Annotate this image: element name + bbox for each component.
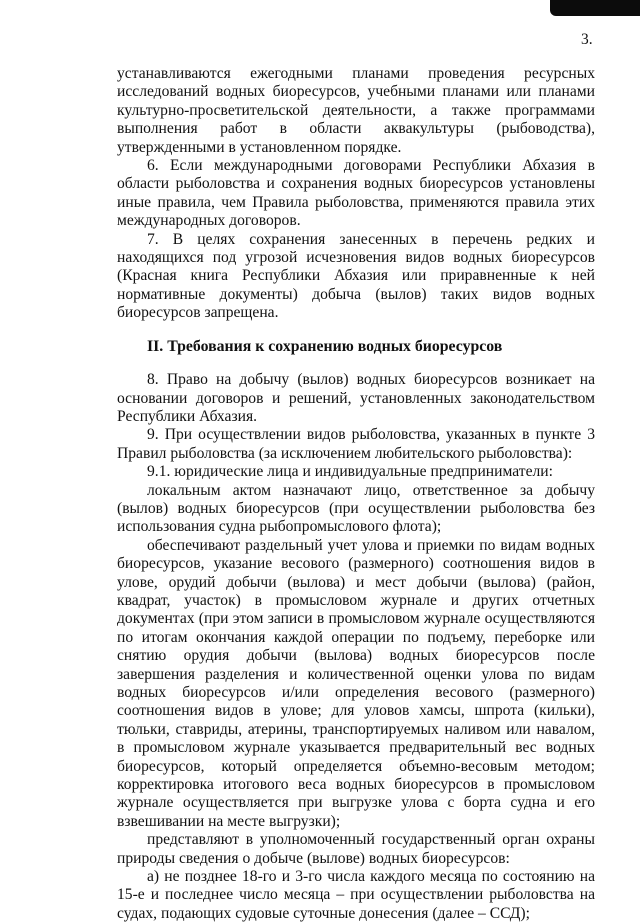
paragraph-9-1-reporting-a: а) не позднее 18-го и 3-го числа каждого месяца по состоянию на 15-е и последнее число месяца – при осуществлении рыболовства на судах, подающих судовые суточные донесения (далее – ССД);: [117, 868, 595, 922]
paragraph-9-1-reporting: представляют в уполномоченный государственный орган охраны природы сведения о добыче (вылове) водных биоресурсов:: [117, 831, 595, 867]
paragraph-continuation: устанавливаются ежегодными планами проведения ресурсных исследований водных биоресурсов, учебными планами или планами культурно-просветительской деятельности, а также программами выполнения работ в области аквакультуры (рыбоводства), утвержденными в установленном порядке.: [117, 65, 595, 156]
document-body: [117, 65, 595, 923]
page-corner-mark: [550, 0, 640, 16]
paragraph-9-1-catch-accounting: обеспечивают раздельный учет улова и приемки по видам водных биоресурсов, указание весового (размерного) соотношения видов в улове, орудий добычи (вылова) и мест добычи (вылова) (район, квадрат, участок) в промысловом журнале и других отчетных документах (при этом записи в промысловом журнале осуществляются по итогам окончания каждой операции по подъему, переборке или снятию орудия добычи (вылова) водных биоресурсов после завершения разделения и количественной оценки улова по видам водных биоресурсов и/или определения весового (размерного) соотношения видов в улове; для уловов хамсы, шпрота (кильки), тюльки, ставриды, атерины, транспортируемых наливом или навалом, в промысловом журнале указывается предварительный вес водных биоресурсов, который определяется объемно-весовым методом; корректировка итогового веса водных биоресурсов в промысловом журнале осуществляется при выгрузке улова с борта судна и его взвешивании на месте выгрузки);: [117, 536, 595, 830]
section-heading: II. Требования к сохранению водных биоресурсов: [147, 337, 503, 355]
paragraph-9-1: 9.1. юридические лица и индивидуальные предприниматели:: [147, 463, 553, 481]
paragraph-9: 9. При осуществлении видов рыболовства, указанных в пункте 3 Правил рыболовства (за исключением любительского рыболовства):: [117, 426, 595, 462]
paragraph-9-1-responsible-person: локальным актом назначают лицо, ответственное за добычу (вылов) водных биоресурсов (при осуществлении рыболовства без использования судна рыбопромыслового флота);: [117, 481, 595, 536]
page-number: 3.: [581, 31, 593, 48]
paragraph-6: 6. Если международными договорами Республики Абхазия в области рыболовства и сохранения водных биоресурсов установлены иные правила, чем Правила рыболовства, применяются правила этих международных договоров.: [117, 157, 595, 230]
paragraph-8: 8. Право на добычу (вылов) водных биоресурсов возникает на основании договоров и решений, установленных законодательством Республики Абхазия.: [117, 371, 595, 425]
paragraph-7: 7. В целях сохранения занесенных в перечень редких и находящихся под угрозой исчезновения видов водных биоресурсов (Красная книга Республики Абхазия или приравненные к ней нормативные документы) добыча (вылов) таких видов водных биоресурсов запрещена.: [117, 230, 595, 322]
